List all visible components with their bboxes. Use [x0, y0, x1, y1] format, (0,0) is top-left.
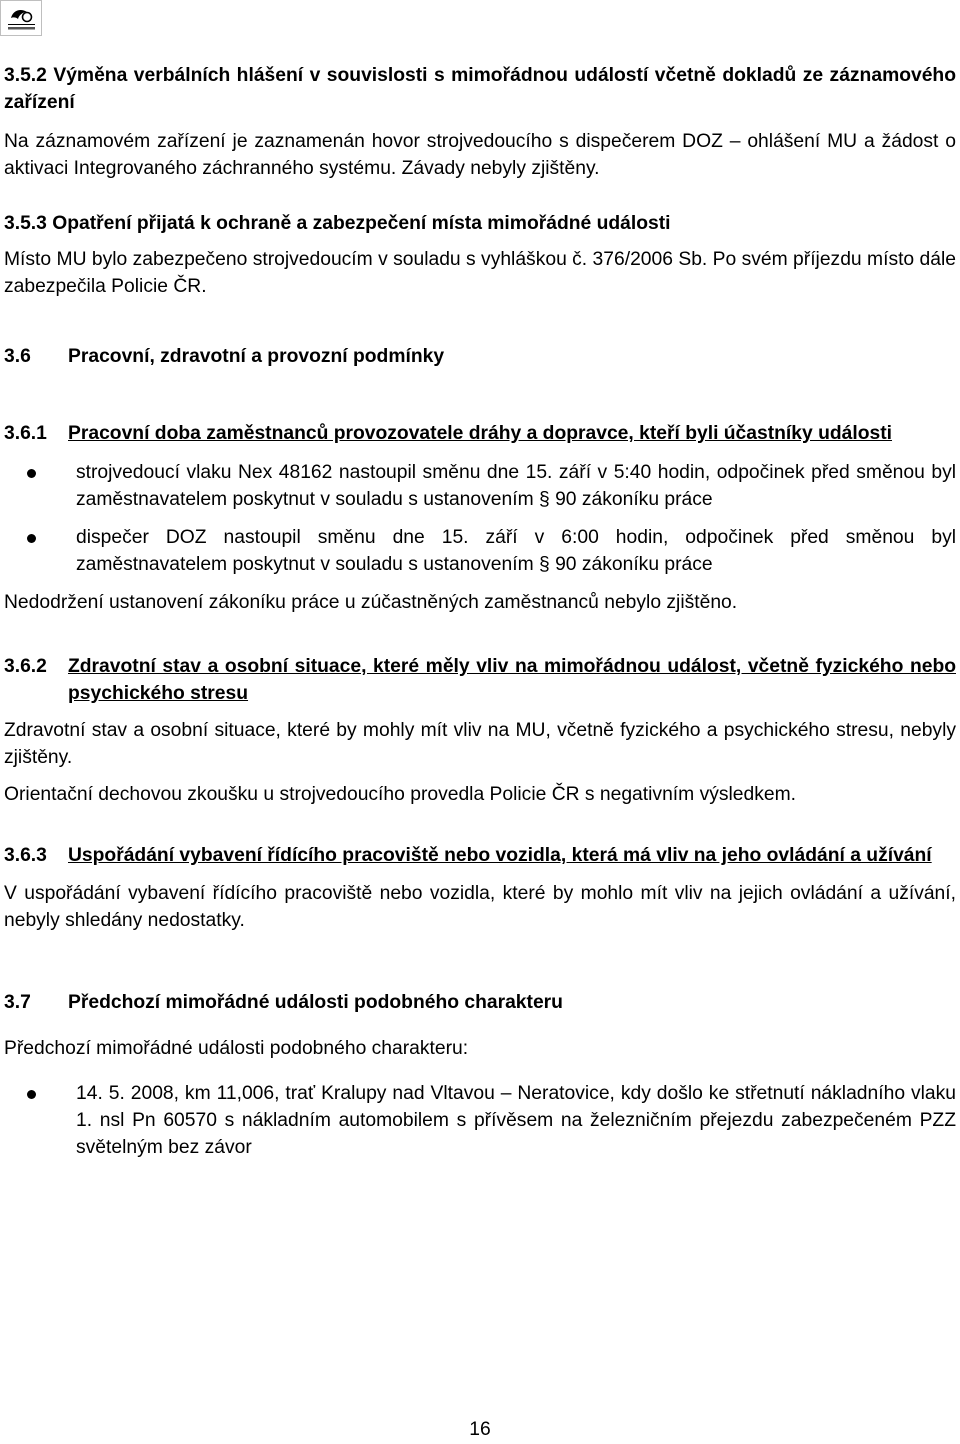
section-heading — [4, 842, 956, 869]
paragraph: Nedodržení ustanovení zákoníku práce u zúčastněných zaměstnanců nebylo zjištěno. — [4, 592, 738, 613]
paragraph: Místo MU bylo zabezpečeno strojvedoucím v souladu s vyhláškou č. 376/2006 Sb. Po svém příjezdu místo dále zabezpečila Policie ČR. — [4, 249, 956, 297]
section-title: Zdravotní stav a osobní situace, které měly vliv na mimořádnou událost, včetně fyzického nebo psychického stresu — [68, 656, 956, 704]
bullet-icon — [27, 1090, 36, 1099]
paragraph: Předchozí mimořádné události podobného charakteru: — [4, 1038, 469, 1059]
section-3-7 — [4, 989, 956, 1161]
page-number: 16 — [469, 1419, 491, 1440]
section-3-6 — [4, 343, 956, 370]
section-heading — [4, 343, 956, 370]
document-body — [4, 62, 956, 1161]
section-3-6-1 — [4, 420, 956, 616]
list-item — [4, 524, 956, 578]
section-title: Uspořádání vybavení řídícího pracoviště nebo vozidla, která má vliv na jeho ovládání a užívání — [68, 845, 932, 866]
section-number: 3.6.3 — [4, 845, 47, 866]
section-heading: 3.5.2 Výměna verbálních hlášení v souvislosti s mimořádnou událostí včetně dokladů ze záznamového zařízení — [4, 65, 956, 113]
list-item — [4, 1080, 956, 1161]
section-heading — [4, 989, 956, 1016]
section-3-6-2 — [4, 653, 956, 808]
list-item — [4, 459, 956, 513]
paragraph: Orientační dechovou zkoušku u strojvedoucího provedla Policie ČR s negativním výsledkem. — [4, 784, 796, 805]
section-number: 3.6.2 — [4, 656, 47, 677]
paragraph: Na záznamovém zařízení je zaznamenán hovor strojvedoucího s dispečerem DOZ – ohlášení MU a žádost o aktivaci Integrovaného záchranného systému. Závady nebyly zjištěny. — [4, 131, 956, 179]
section-number: 3.6.1 — [4, 423, 47, 444]
section-title: Pracovní, zdravotní a provozní podmínky — [68, 346, 445, 367]
section-heading — [4, 420, 956, 447]
bullet-icon — [27, 469, 36, 478]
list-item-text: dispečer DOZ nastoupil směnu dne 15. září v 6:00 hodin, odpočinek před směnou byl zaměstnavatelem poskytnut v souladu s ustanovením § 90 zákoníku práce — [76, 527, 956, 575]
section-3-5-2 — [4, 62, 956, 182]
bullet-list — [4, 1080, 956, 1161]
section-3-6-3 — [4, 842, 956, 934]
bullet-icon — [27, 534, 36, 543]
section-title: Pracovní doba zaměstnanců provozovatele dráhy a dopravce, kteří byli účastníky události — [68, 423, 893, 444]
header-logo-box — [0, 0, 42, 36]
section-title: Předchozí mimořádné události podobného charakteru — [68, 992, 563, 1013]
section-3-5-3 — [4, 210, 956, 300]
bullet-list — [4, 459, 956, 578]
list-item-text: 14. 5. 2008, km 11,006, trať Kralupy nad Vltavou – Neratovice, kdy došlo ke střetnutí nákladního vlaku 1. nsl Pn 60570 s nákladním automobilem s přívěsem na železničním přejezdu zabezpečeném PZZ světelným bez závor — [76, 1083, 956, 1158]
rail-authority-logo-icon — [5, 4, 38, 33]
section-number: 3.7 — [4, 992, 31, 1013]
section-heading: 3.5.3 Opatření přijatá k ochraně a zabezpečení místa mimořádné události — [4, 213, 671, 234]
paragraph: Zdravotní stav a osobní situace, které by mohly mít vliv na MU, včetně fyzického a psychického stresu, nebyly zjištěny. — [4, 720, 956, 768]
section-number: 3.6 — [4, 346, 31, 367]
list-item-text: strojvedoucí vlaku Nex 48162 nastoupil směnu dne 15. září v 5:40 hodin, odpočinek před směnou byl zaměstnavatelem poskytnut v souladu s ustanovením § 90 zákoníku práce — [76, 462, 956, 510]
paragraph: V uspořádání vybavení řídícího pracoviště nebo vozidla, které by mohlo mít vliv na jejich ovládání a užívání, nebyly shledány nedostatky. — [4, 883, 956, 931]
section-heading — [4, 653, 956, 707]
